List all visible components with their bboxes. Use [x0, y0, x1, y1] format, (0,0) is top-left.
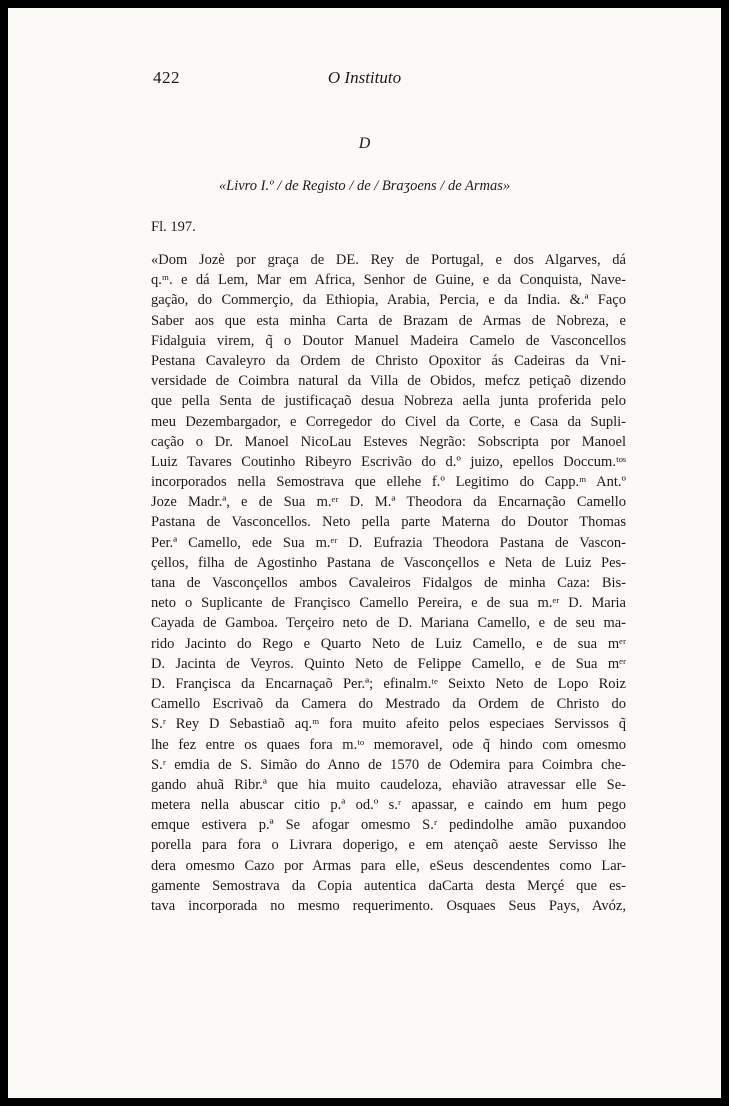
text-line: D. Jacinta de Veyros. Quinto Neto de Felippe Camello, e de Sua mᵉʳ — [151, 655, 626, 672]
folio-reference: Fl. 197. — [151, 219, 196, 235]
text-line: çellos, filha de Agostinho Pastana de Vasconçellos e Neta de Luiz Pes- — [151, 554, 626, 571]
text-line: gando ahuã Ribr.ª que hia muito caudeloza, ehavião atravessar elle Se- — [151, 776, 626, 793]
text-line: Fidalguia virem, q̃ o Doutor Manuel Madeira Camelo de Vasconcellos — [151, 332, 626, 349]
text-line: tana de Vasconçellos ambos Cavaleiros Fidalgos de minha Caza: Bis- — [151, 575, 626, 591]
section-letter: D — [358, 135, 371, 152]
document-page — [8, 8, 721, 1098]
text-line: emque estivera p.ª Se afogar omesmo S.ʳ pedindolhe amão puxandoo — [151, 817, 626, 834]
text-line: S.ʳ Rey D Sebastiaõ aq.ᵐ fora muito afeito pelos especiaes Servissos q̃ — [151, 716, 626, 733]
text-line: S.ʳ emdia de S. Simão do Anno de 1570 de Odemira para Coimbra che- — [151, 756, 626, 773]
text-line: tava incorporada no mesmo requerimento. Osquaes Seus Pays, Avóz, — [151, 898, 626, 914]
text-line: Camello Escrivaõ da Camera do Mestrado da Ordem de Christo do — [151, 696, 626, 713]
text-line: Luiz Tavares Coutinho Ribeyro Escrivão do d.º juizo, epellos Doccum.ᵗᵒˢ — [151, 453, 626, 470]
text-line: porella para fora o Livrara doperigo, e em atençaõ aeste Servisso lhe — [151, 837, 626, 854]
text-line: Cayada de Gamboa. Terçeiro neto de D. Mariana Camello, e de seu ma- — [151, 615, 626, 632]
text-line: Pastana de Vasconcellos. Neto pella parte Materna do Doutor Thomas — [151, 514, 626, 531]
text-line: D. Françisca da Encarnaçaõ Per.ª; efinalm.ᵗᵉ Seixto Neto de Lopo Roiz — [151, 675, 626, 692]
text-line: Saber aos que esta minha Carta de Brazam de Armas de Nobreza, e — [151, 312, 626, 329]
text-line: «Dom Jozè por graça de DE. Rey de Portugal, e dos Algarves, dá — [151, 252, 626, 268]
page-number: 422 — [153, 68, 180, 87]
page-header — [8, 68, 721, 98]
text-line: lhe fez entre os quaes fora m.ᵗᵒ memoravel, ode q̃ hindo com omesmo — [151, 736, 626, 753]
text-line: cação o Dr. Manoel NicoLau Esteves Negrão: Sobscripta por Manoel — [151, 433, 626, 450]
body-text — [151, 250, 626, 916]
text-line: q.ᵐ. e dá Lem, Mar em Africa, Senhor de Guine, e da Conquista, Nave- — [151, 272, 626, 289]
text-line: Pestana Cavaleyro da Ordem de Christo Opoxitor ás Cadeiras da Vni- — [151, 352, 626, 369]
text-line: gamente Semostrava da Copia autentica daCarta desta Merçé que es- — [151, 877, 626, 894]
running-title: O Instituto — [327, 68, 402, 87]
book-title: «Livro I.º / de Registo / de / Braʒoens / de Armas» — [218, 178, 511, 194]
text-line: incorporados nella Semostrava que ellehe f.º Legitimo do Capp.ᵐ Ant.º — [151, 474, 626, 491]
text-line: meu Dezembargador, e Corregedor do Civel da Corte, e Casa da Supli- — [151, 413, 626, 430]
text-line: dera omesmo Cazo por Armas para elle, eSeus descendentes como Lar- — [151, 857, 626, 874]
text-line: metera nella abuscar citio p.ª od.º s.ʳ apassar, e caindo em hum pego — [151, 797, 626, 814]
text-line: que pella Senta de justificaçaõ desua Nobreza aella junta proferida pelo — [151, 393, 626, 410]
text-line: neto o Suplicante de Françisco Camello Pereira, e de sua m.ᵉʳ D. Maria — [151, 595, 626, 612]
text-line: gação, do Commerçio, da Ethiopia, Arabia, Percia, e da India. &.ª Faço — [151, 292, 626, 309]
text-line: rido Jacinto do Rego e Quarto Neto de Luiz Camello, e de sua mᵉʳ — [151, 635, 626, 652]
text-line: Joze Madr.ª, e de Sua m.ᵉʳ D. M.ª Theodora da Encarnação Camello — [151, 494, 626, 511]
text-line: Per.ª Camello, ede Sua m.ᵉʳ D. Eufrazia Theodora Pastana de Vascon- — [151, 534, 626, 551]
text-line: versidade de Coimbra natural da Villa de Obidos, mefcz petiçaõ dizendo — [151, 373, 626, 390]
